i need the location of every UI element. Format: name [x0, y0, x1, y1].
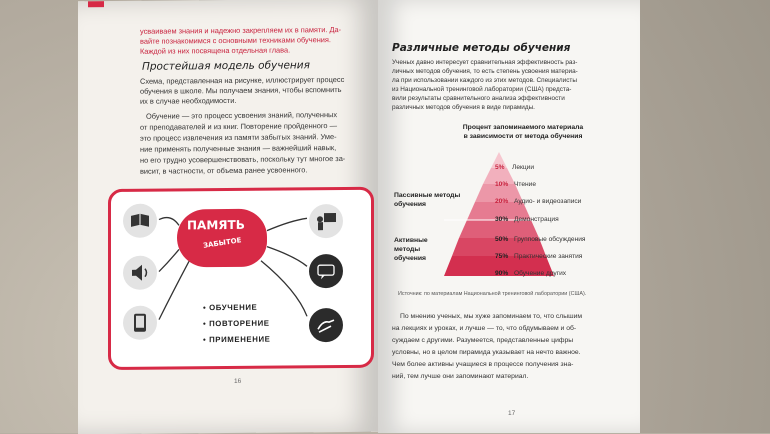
intro-line-2: вайте познакомимся с основными техниками обучения.	[140, 35, 331, 46]
paragraph2-line-2: от преподавателей и из книг. Повторение пройденного —	[140, 121, 337, 132]
left-page-number: 16	[234, 377, 242, 385]
method-row-3: Аудио- и видеозаписи	[514, 198, 582, 205]
method-row-5: Групповые обсуждения	[514, 236, 586, 243]
hands-icon	[309, 308, 343, 342]
learning-model-diagram	[108, 187, 374, 370]
active-label-2: методы	[394, 246, 421, 253]
paragraph2-line-3: это процесс извлечения из памяти забытых знаний. Уме-	[140, 132, 337, 143]
paragraph1-line-3: их в случае необходимости.	[140, 95, 237, 106]
right-page-number: 17	[508, 410, 516, 417]
forgotten-label: ЗАБЫТОЕ	[202, 236, 242, 250]
paragraph1-line-2: обучения в школе. Мы получаем знания, чтобы вспомнить	[140, 85, 342, 96]
memory-label: ПАМЯТЬ	[187, 217, 245, 233]
red-tab-marker	[88, 1, 104, 7]
active-label-3: обучения	[394, 255, 427, 262]
rp1-line-6: различных методов обучения в виде пирамиды.	[392, 104, 535, 111]
passive-label-2: обучения	[394, 201, 427, 208]
paragraph2-line-1: Обучение — это процесс усвоения знаний, полученных	[146, 110, 338, 121]
pct-row-5: 50%	[495, 236, 509, 243]
paragraph2-line-6: висит, в частности, от объема ранее усвоенного.	[140, 165, 308, 176]
rp2-line-1: По мнению ученых, мы хуже запоминаем то, что слышим	[400, 313, 583, 320]
rp2-line-2: на лекциях и уроках, и лучше — то, что обдумываем и об-	[392, 325, 577, 332]
step-application: • ПРИМЕНЕНИЕ	[203, 334, 271, 345]
rp2-line-6: ний, тем лучше они запоминают материал.	[392, 373, 529, 380]
rp1-line-2: личных методов обучения, то есть степень усвоения материа-	[392, 68, 578, 75]
rp2-line-5: Чем более активны учащиеся в процессе получения зна-	[392, 361, 574, 368]
passive-label-1: Пассивные методы	[394, 192, 461, 199]
intro-line-3: Каждой из них посвящена отдельная глава.	[140, 45, 291, 56]
teacher-board-icon	[309, 204, 343, 238]
method-row-2: Чтение	[514, 181, 536, 188]
pct-row-2: 10%	[495, 181, 509, 188]
pct-row-3: 20%	[495, 198, 509, 205]
method-row-6: Практические занятия	[514, 253, 583, 260]
step-learning: • ОБУЧЕНИЕ	[203, 302, 258, 313]
right-heading: Различные методы обучения	[392, 42, 571, 54]
intro-line-1: усваиваем знания и надежно закрепляем их в памяти. Да-	[140, 25, 342, 36]
pyramid-title-1: Процент запоминаемого материала	[462, 124, 584, 131]
pct-row-1: 5%	[495, 164, 505, 171]
method-row-4: Демонстрация	[514, 216, 559, 223]
pyramid-source: Источник: по материалам Национальной тренинговой лаборатории (США).	[398, 291, 587, 297]
open-book	[78, 0, 638, 433]
paragraph1-line-1: Схема, представленная на рисунке, иллюстрирует процесс	[140, 74, 345, 86]
left-page	[78, 0, 378, 434]
pct-row-6: 75%	[495, 253, 509, 260]
right-page	[378, 0, 640, 433]
rp1-line-4: из Национальной тренинговой лаборатории (США) предста-	[392, 86, 572, 93]
rp1-line-3: ла при использовании каждого из этих методов. Специалисты	[392, 77, 577, 84]
pct-row-4: 30%	[495, 216, 509, 223]
rp2-line-4: условны, но в целом пирамида указывает на нечто важное.	[392, 349, 581, 356]
chat-icon	[309, 254, 343, 288]
pyramid-title-2: в зависимости от метода обучения	[463, 133, 583, 140]
method-row-7: Обучение других	[514, 270, 567, 277]
rp2-line-3: суждаем с другими. Разумеется, представленные цифры	[392, 337, 574, 344]
method-row-1: Лекции	[512, 164, 535, 171]
step-repetition: • ПОВТОРЕНИЕ	[203, 318, 270, 329]
rp1-line-1: Ученых давно интересует сравнительная эффективность раз-	[392, 59, 578, 66]
rp1-line-5: вили результаты сравнительного анализа эффективности	[392, 95, 565, 102]
paragraph2-line-5: но его трудно усовершенствовать, поскольку тут многое за-	[140, 153, 346, 165]
pct-row-7: 90%	[495, 270, 509, 277]
active-label-1: Активные	[394, 237, 428, 244]
paragraph2-line-4: ние применять полученные знания — важнейший навык,	[140, 143, 337, 154]
section-heading: Простейшая модель обучения	[142, 59, 310, 73]
